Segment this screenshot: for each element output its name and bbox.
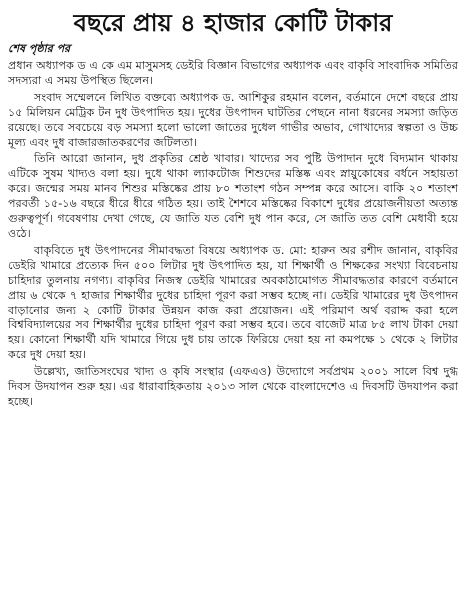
- paragraph-2: সংবাদ সম্মেলনে লিখিত বক্তব্যে অধ্যাপক ড. আশিকুর রহমান বলেন, বর্তমানে দেশে বছরে প্রায় ১৫ মিলিয়ন মেট্রিক টন দুধ উৎপাদিত হয়। দুধের উৎপাদন ঘাটতির পেছনে নানা ধরনের সমস্যা জড়িত রয়েছে। তবে সবচেয়ে বড় সমস্যা হলো ভালো জাতের দুধেল গাভীর অভাব, গোখাদ্যের স্বল্পতা ও উচ্চ মূল্য এবং দুধ বাজারজাতকরণের জটিলতা।: [8, 90, 458, 149]
- article-body: [8, 59, 458, 410]
- continued-from-label: শেষ পৃষ্ঠার পর: [8, 42, 71, 55]
- article-headline: বছরে প্রায় ৪ হাজার কোটি টাকার: [73, 9, 393, 37]
- paragraph-4: বাকৃবিতে দুধ উৎপাদনের সীমাবদ্ধতা বিষয়ে অধ্যাপক ড. মো: হারুন অর রশীদ জানান, বাকৃবির ডেইরি খামারে প্রত্যেক দিন ৫০০ লিটার দুধ উৎপাদিত হয়, যা শিক্ষার্থী ও শিক্ষকের সংখ্যা বিবেচনায় চাহিদার তুলনায় নগণ্য। বাকৃবির নিজস্ব ডেইরি খামারের অবকাঠামোগত সীমাবদ্ধতার কারণে বর্তমানে প্রায় ৬ থেকে ৭ হাজার শিক্ষার্থীর দুধের চাহিদা পূরণ করা সম্ভব হচ্ছে না। ডেইরি খামারের দুধ উৎপাদন বাড়ানোর জন্য ২ কোটি টাকার উন্নয়ন কাজ করা প্রয়োজন। এই পরিমাণ অর্থ বরাদ্দ করা হলে বিশ্ববিদ্যালয়ের সব শিক্ষার্থীর দুধের চাহিদা পূরণ করা সম্ভব হবে। তবে বাজেট মাত্র ৮৫ লাখ টাকা দেয়া হয়। কোনো শিক্ষার্থী যদি খামারে গিয়ে দুধ চায় তাকে ফিরিয়ে দেয়া হয় না কমপক্ষে ১ থেকে ২ লিটার করে দুধ দেয়া হয়।: [8, 243, 458, 362]
- paragraph-5: উল্লেখ্য, জাতিসংঘের খাদ্য ও কৃষি সংস্থার (এফএও) উদ্যোগে সর্বপ্রথম ২০০১ সালে বিশ্ব দুগ্ধ দিবস উদযাপন শুরু হয়। এর ধারাবাহিকতায় ২০১৩ সাল থেকে বাংলাদেশেও এ দিবসটি উদযাপন করা হচ্ছে।: [8, 365, 458, 408]
- paragraph-1: প্রধান অধ্যাপক ড এ কে এম মাসুমসহ ডেইরি বিজ্ঞান বিভাগের অধ্যাপক এবং বাকৃবি সাংবাদিক সমিতির সদস্যরা এ সময় উপস্থিত ছিলেন।: [8, 59, 458, 87]
- paragraph-3: তিনি আরো জানান, দুধ প্রকৃতির শ্রেষ্ঠ খাবার। খাদ্যের সব পুষ্টি উপাদান দুধে বিদ্যমান থাকায় এটিকে সুষম খাদ্যও বলা হয়। দুধে থাকা ল্যাকটোজ শিশুদের মস্তিষ্ক এবং স্নায়ুকোষের বর্ধনে সহায়তা করে। জন্মের সময় মানব শিশুর মস্তিষ্কের প্রায় ৮০ শতাংশ গঠন সম্পন্ন করে আসে। বাকি ২০ শতাংশ পরবর্তী ১৫-১৬ বছরে ধীরে ধীরে গঠিত হয়। তাই শৈশবে মস্তিষ্কের বিকাশে দুধের প্রয়োজনীয়তা অত্যন্ত গুরুত্বপূর্ণ। গবেষণায় দেখা গেছে, যে জাতি যত বেশি দুধ পান করে, সে জাতি তত বেশি মেধাবী হয়ে ওঠে।: [8, 152, 458, 240]
